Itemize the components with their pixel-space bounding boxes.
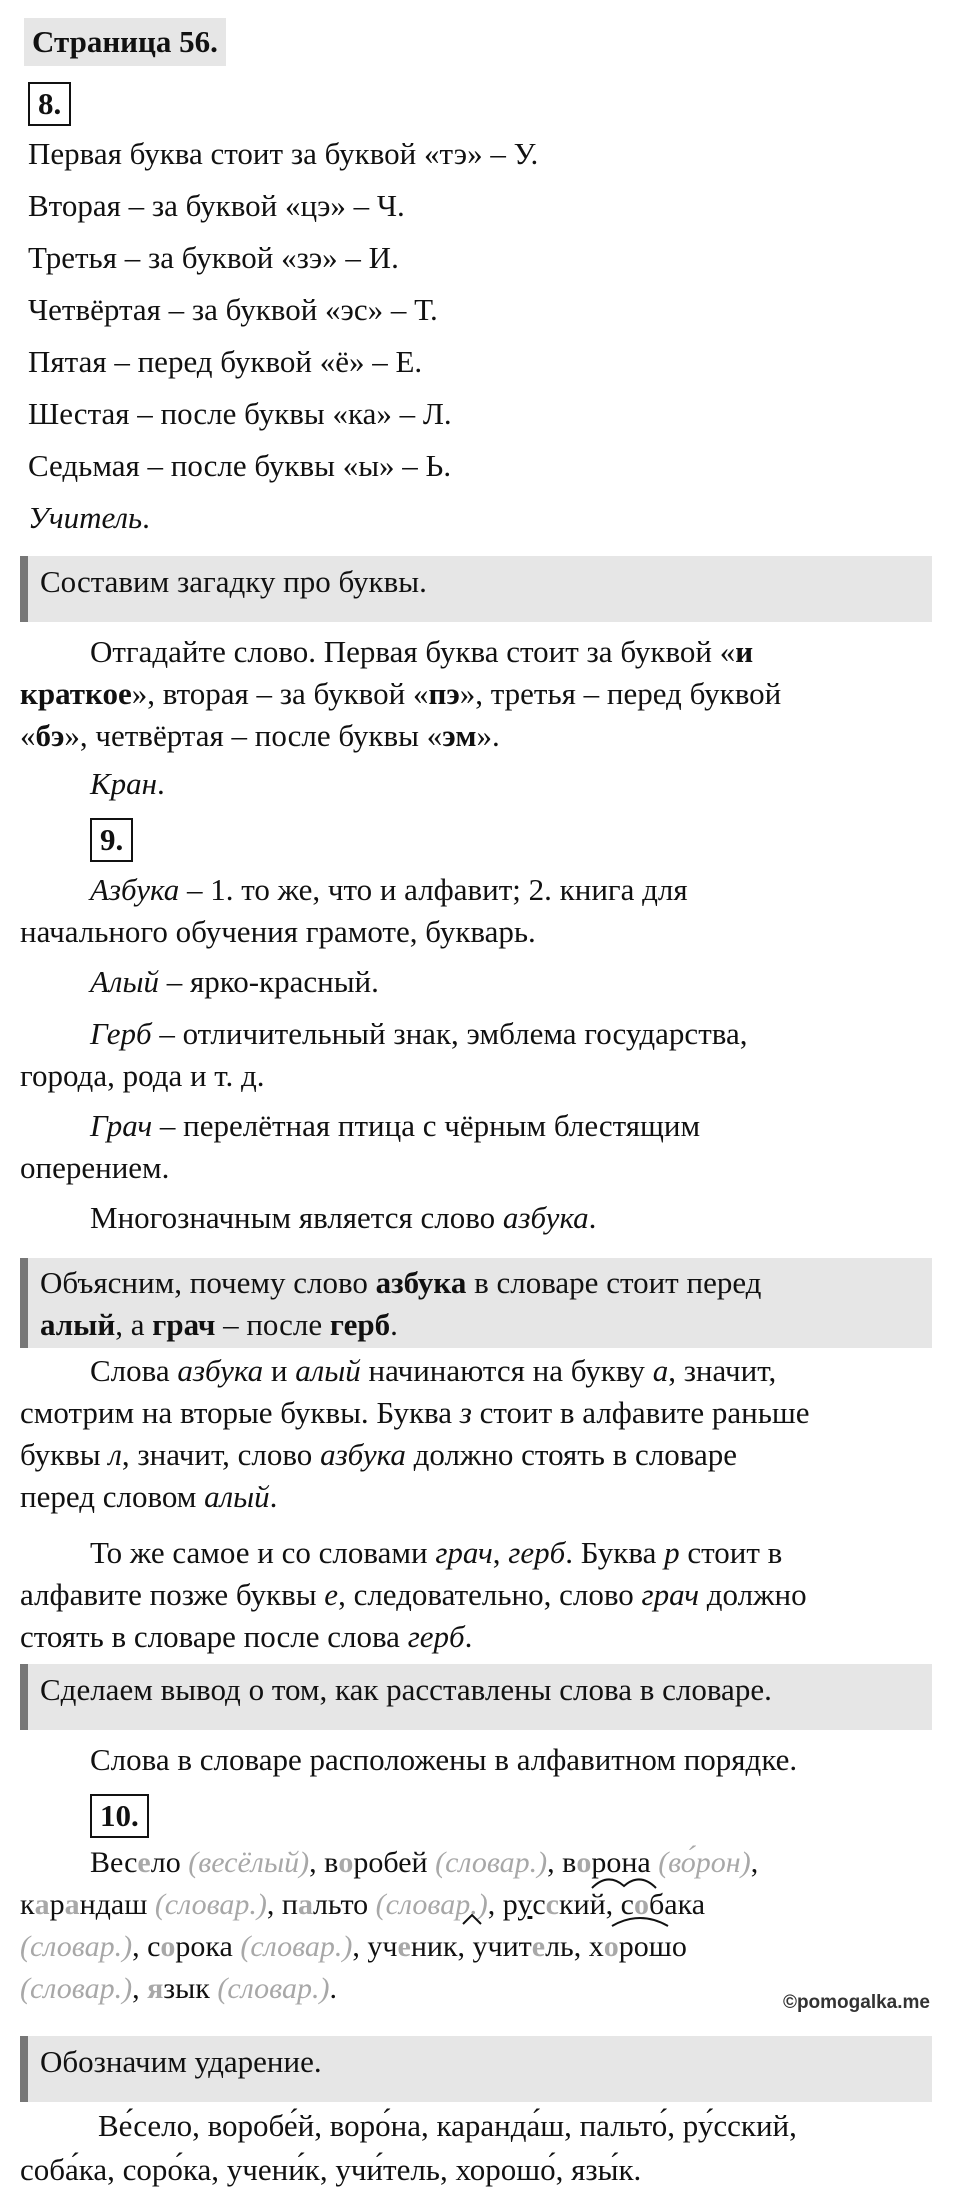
ex9-def-grach: Грач – перелётная птица с чёрным блестящим оперением. (20, 1108, 701, 1185)
ex8-line-7: Седьмая – после буквы «ы» – Ь. (28, 448, 452, 483)
ex9-def-gerb: Герб – отличительный знак, эмблема государства, города, рода и т. д. (20, 1016, 748, 1093)
ex9-def-azbuka: Азбука – 1. то же, что и алфавит; 2. книга для начального обучения грамоте, букварь. (20, 872, 688, 949)
page-title: Страница 56. (24, 18, 226, 66)
ex9-paragraph-2: То же самое и со словами грач, герб. Буква р стоит в алфавите позже буквы е, следовательно, слово грач должно стоять в словаре после слова герб. (20, 1535, 807, 1654)
double-consonant-arc-icon (590, 1870, 660, 1890)
exercise-8-number: 8. (28, 82, 71, 126)
ex9-def-aly: Алый – ярко-красный. (90, 964, 379, 999)
ex8-line-3: Третья – за буквой «зэ» – И. (28, 240, 399, 275)
ex8-line-6: Шестая – после буквы «ка» – Л. (28, 396, 452, 431)
ex9-paragraph-1: Слова азбука и алый начинаются на букву а, значит, смотрим на вторые буквы. Буква з стоит в алфавите раньше буквы л, значит, слово азбука должно стоять в словаре перед словом алый. (20, 1353, 810, 1514)
ex10-hint: Обозначим ударение. (20, 2036, 932, 2102)
ex10-stress: Ве́село, воробе́й, воро́на, каранда́ш, пальто́, ру́сский, соба́ка, соро́ка, учени́к, учи́тель, хорошо́, язы́к. (20, 2108, 797, 2187)
ex10-words: Весело (весёлый), воробей (словар.), ворона (во́рон), карандаш (словар.), пальто (словар.), русский, собака (словар.), сорока (словар.), ученик, учитель, хорошо (словар.), язык (словар.). (20, 1846, 759, 2005)
ex9-final: Слова в словаре расположены в алфавитном порядке. (90, 1742, 798, 1777)
caret-mark-icon (460, 1912, 484, 1926)
exercise-10-number: 10. (90, 1794, 149, 1838)
ex8-riddle: Отгадайте слово. Первая буква стоит за буквой «и краткое», вторая – за буквой «пэ», третья – перед буквой «бэ», четвёртая – после буквы «эм». (20, 634, 782, 753)
ex9-hint: Объясним, почему слово азбука в словаре стоит перед алый, а грач – после герб. (20, 1258, 932, 1348)
ex8-line-1: Первая буква стоит за буквой «тэ» – У. (28, 136, 539, 171)
ex8-answer: Учитель. (28, 500, 150, 535)
ex9-conclusion: Многозначным является слово азбука. (90, 1200, 597, 1235)
ex8-riddle-answer: Кран. (90, 766, 165, 801)
ex8-hint: Составим загадку про буквы. (20, 556, 932, 622)
ex9-hint-2: Сделаем вывод о том, как расставлены слова в словаре. (20, 1664, 932, 1730)
exercise-9-number: 9. (90, 818, 133, 862)
arc-mark-icon (610, 1912, 670, 1928)
ex8-line-5: Пятая – перед буквой «ё» – Е. (28, 344, 423, 379)
ex8-line-4: Четвёртая – за буквой «эс» – Т. (28, 292, 438, 327)
ex8-line-2: Вторая – за буквой «цэ» – Ч. (28, 188, 405, 223)
watermark: ©pomogalka.me (782, 1992, 930, 2013)
